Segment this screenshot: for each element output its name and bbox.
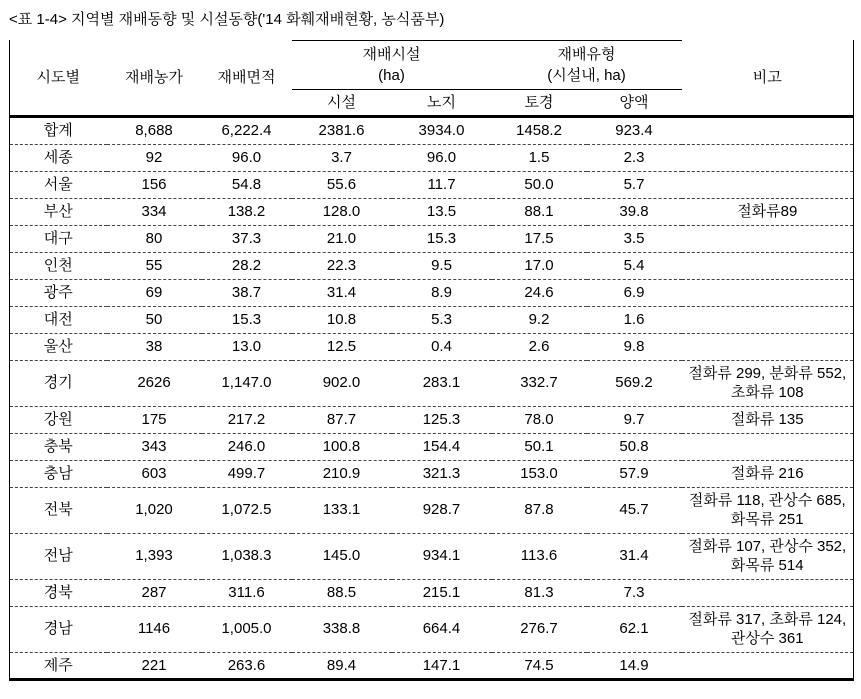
cell-farms: 1,393 bbox=[107, 533, 202, 579]
cell-open: 11.7 bbox=[392, 171, 492, 198]
cell-facility: 128.0 bbox=[292, 198, 392, 225]
cell-area: 54.8 bbox=[202, 171, 292, 198]
cell-hydro: 569.2 bbox=[587, 360, 682, 406]
cell-sido: 전북 bbox=[10, 487, 107, 533]
cell-area: 246.0 bbox=[202, 433, 292, 460]
table-row bbox=[10, 306, 854, 333]
cell-open: 215.1 bbox=[392, 579, 492, 606]
cell-note bbox=[682, 652, 854, 680]
header-sido: 시도별 bbox=[10, 40, 107, 117]
cell-sido: 인천 bbox=[10, 252, 107, 279]
cell-area: 1,038.3 bbox=[202, 533, 292, 579]
cell-open: 0.4 bbox=[392, 333, 492, 360]
cell-soil: 17.5 bbox=[492, 225, 587, 252]
cell-area: 37.3 bbox=[202, 225, 292, 252]
cell-area: 96.0 bbox=[202, 144, 292, 171]
cell-soil: 88.1 bbox=[492, 198, 587, 225]
cell-open: 8.9 bbox=[392, 279, 492, 306]
cell-hydro: 7.3 bbox=[587, 579, 682, 606]
header-type-unit: (시설내, ha) bbox=[547, 67, 626, 85]
cell-sido: 세종 bbox=[10, 144, 107, 171]
cell-farms: 343 bbox=[107, 433, 202, 460]
table-row bbox=[10, 579, 854, 606]
cell-open: 9.5 bbox=[392, 252, 492, 279]
cell-note: 절화류 118, 관상수 685, 화목류 251 bbox=[682, 487, 854, 533]
cell-hydro: 57.9 bbox=[587, 460, 682, 487]
cell-farms: 287 bbox=[107, 579, 202, 606]
cell-soil: 276.7 bbox=[492, 606, 587, 652]
cell-open: 15.3 bbox=[392, 225, 492, 252]
cell-sido: 대구 bbox=[10, 225, 107, 252]
table-row bbox=[10, 606, 854, 652]
cell-note bbox=[682, 433, 854, 460]
cell-area: 38.7 bbox=[202, 279, 292, 306]
cell-facility: 21.0 bbox=[292, 225, 392, 252]
cell-note bbox=[682, 171, 854, 198]
cell-area: 217.2 bbox=[202, 406, 292, 433]
cell-farms: 175 bbox=[107, 406, 202, 433]
cell-area: 28.2 bbox=[202, 252, 292, 279]
cell-note bbox=[682, 306, 854, 333]
cell-sido: 부산 bbox=[10, 198, 107, 225]
table-row bbox=[10, 460, 854, 487]
cell-hydro: 5.4 bbox=[587, 252, 682, 279]
cell-hydro: 3.5 bbox=[587, 225, 682, 252]
cell-note: 절화류89 bbox=[682, 198, 854, 225]
cell-area: 263.6 bbox=[202, 652, 292, 680]
cell-farms: 1,020 bbox=[107, 487, 202, 533]
cell-open: 928.7 bbox=[392, 487, 492, 533]
header-facility-group bbox=[292, 40, 492, 90]
cell-note bbox=[682, 279, 854, 306]
cell-soil: 113.6 bbox=[492, 533, 587, 579]
table-row bbox=[10, 198, 854, 225]
header-sub-hydro: 양액 bbox=[587, 90, 682, 117]
table-row bbox=[10, 652, 854, 680]
header-sub-facility: 시설 bbox=[292, 90, 392, 117]
cell-farms: 69 bbox=[107, 279, 202, 306]
cell-farms: 8,688 bbox=[135, 122, 173, 139]
header-type-group-label: 재배유형 bbox=[557, 45, 616, 63]
cell-sido: 경북 bbox=[10, 579, 107, 606]
header-facility-group-label: 재배시설 bbox=[362, 45, 421, 63]
cell-note: 절화류 299, 분화류 552, 초화류 108 bbox=[682, 360, 854, 406]
cell-sido: 서울 bbox=[10, 171, 107, 198]
header-farms: 재배농가 bbox=[107, 40, 202, 117]
table-row bbox=[10, 433, 854, 460]
cell-note bbox=[682, 117, 854, 145]
cell-note bbox=[682, 225, 854, 252]
cell-area: 138.2 bbox=[202, 198, 292, 225]
cell-area: 1,072.5 bbox=[202, 487, 292, 533]
cell-facility: 22.3 bbox=[292, 252, 392, 279]
cell-open: 125.3 bbox=[392, 406, 492, 433]
cell-hydro: 45.7 bbox=[587, 487, 682, 533]
cell-hydro: 2.3 bbox=[587, 144, 682, 171]
cell-area: 13.0 bbox=[202, 333, 292, 360]
cell-soil: 9.2 bbox=[492, 306, 587, 333]
cell-open: 96.0 bbox=[392, 144, 492, 171]
header-sub-soil: 토경 bbox=[492, 90, 587, 117]
cell-sido: 광주 bbox=[10, 279, 107, 306]
cell-area: 1,005.0 bbox=[202, 606, 292, 652]
cell-soil: 1.5 bbox=[492, 144, 587, 171]
cell-hydro: 9.8 bbox=[587, 333, 682, 360]
cell-note bbox=[682, 252, 854, 279]
cell-sido: 대전 bbox=[10, 306, 107, 333]
cell-facility: 100.8 bbox=[292, 433, 392, 460]
cell-soil: 1458.2 bbox=[516, 122, 562, 139]
cell-sido: 강원 bbox=[10, 406, 107, 433]
cell-facility: 55.6 bbox=[292, 171, 392, 198]
table-row bbox=[10, 225, 854, 252]
cell-area: 6,222.4 bbox=[221, 122, 272, 139]
cell-facility: 87.7 bbox=[292, 406, 392, 433]
cell-facility: 89.4 bbox=[292, 652, 392, 680]
cell-note: 절화류 216 bbox=[682, 460, 854, 487]
cell-hydro: 5.7 bbox=[587, 171, 682, 198]
cell-sido: 충남 bbox=[10, 460, 107, 487]
table-row bbox=[10, 360, 854, 406]
cell-open: 13.5 bbox=[392, 198, 492, 225]
data-table bbox=[9, 40, 854, 682]
cell-farms: 1146 bbox=[107, 606, 202, 652]
cell-hydro: 9.7 bbox=[587, 406, 682, 433]
cell-soil: 2.6 bbox=[492, 333, 587, 360]
cell-note: 절화류 135 bbox=[682, 406, 854, 433]
cell-open: 147.1 bbox=[392, 652, 492, 680]
cell-facility: 10.8 bbox=[292, 306, 392, 333]
cell-sido: 제주 bbox=[10, 652, 107, 680]
cell-hydro: 62.1 bbox=[587, 606, 682, 652]
cell-farms: 156 bbox=[107, 171, 202, 198]
header-area: 재배면적 bbox=[202, 40, 292, 117]
cell-facility: 210.9 bbox=[292, 460, 392, 487]
cell-note bbox=[682, 333, 854, 360]
cell-soil: 153.0 bbox=[492, 460, 587, 487]
cell-open: 283.1 bbox=[392, 360, 492, 406]
cell-open: 321.3 bbox=[392, 460, 492, 487]
table-row bbox=[10, 487, 854, 533]
table-row bbox=[10, 252, 854, 279]
cell-facility: 12.5 bbox=[292, 333, 392, 360]
cell-note: 절화류 317, 초화류 124, 관상수 361 bbox=[682, 606, 854, 652]
table-row bbox=[10, 333, 854, 360]
cell-area: 499.7 bbox=[202, 460, 292, 487]
cell-area: 15.3 bbox=[202, 306, 292, 333]
cell-facility: 338.8 bbox=[292, 606, 392, 652]
cell-farms: 334 bbox=[107, 198, 202, 225]
cell-hydro: 6.9 bbox=[587, 279, 682, 306]
cell-sido: 합계 bbox=[43, 122, 73, 139]
table-row bbox=[10, 406, 854, 433]
header-row-groups bbox=[10, 40, 854, 90]
cell-sido: 경남 bbox=[10, 606, 107, 652]
cell-farms: 50 bbox=[107, 306, 202, 333]
table-caption: <표 1-4> 지역별 재배동향 및 시설동향('14 화훼재배현황, 농식품부) bbox=[9, 11, 445, 28]
cell-note bbox=[682, 579, 854, 606]
cell-sido: 전남 bbox=[10, 533, 107, 579]
table-row bbox=[10, 279, 854, 306]
cell-facility: 3.7 bbox=[292, 144, 392, 171]
cell-open: 664.4 bbox=[392, 606, 492, 652]
cell-hydro: 39.8 bbox=[587, 198, 682, 225]
cell-sido: 충북 bbox=[10, 433, 107, 460]
table-row bbox=[10, 144, 854, 171]
cell-soil: 24.6 bbox=[492, 279, 587, 306]
header-sub-open: 노지 bbox=[392, 90, 492, 117]
cell-area: 311.6 bbox=[202, 579, 292, 606]
cell-farms: 92 bbox=[107, 144, 202, 171]
table-header bbox=[10, 40, 854, 117]
cell-note bbox=[682, 144, 854, 171]
table-row bbox=[10, 171, 854, 198]
cell-soil: 50.0 bbox=[492, 171, 587, 198]
cell-open: 154.4 bbox=[392, 433, 492, 460]
cell-hydro: 50.8 bbox=[587, 433, 682, 460]
cell-open: 934.1 bbox=[392, 533, 492, 579]
cell-farms: 38 bbox=[107, 333, 202, 360]
cell-hydro: 14.9 bbox=[587, 652, 682, 680]
cell-soil: 81.3 bbox=[492, 579, 587, 606]
cell-farms: 603 bbox=[107, 460, 202, 487]
cell-hydro: 1.6 bbox=[587, 306, 682, 333]
cell-facility: 31.4 bbox=[292, 279, 392, 306]
cell-note: 절화류 107, 관상수 352, 화목류 514 bbox=[682, 533, 854, 579]
cell-soil: 87.8 bbox=[492, 487, 587, 533]
cell-soil: 78.0 bbox=[492, 406, 587, 433]
cell-open: 3934.0 bbox=[418, 122, 465, 139]
cell-soil: 50.1 bbox=[492, 433, 587, 460]
cell-hydro: 923.4 bbox=[615, 122, 653, 139]
cell-facility: 902.0 bbox=[292, 360, 392, 406]
cell-facility: 88.5 bbox=[292, 579, 392, 606]
cell-farms: 2626 bbox=[107, 360, 202, 406]
table-body bbox=[10, 117, 854, 680]
cell-farms: 221 bbox=[107, 652, 202, 680]
table-row bbox=[10, 117, 854, 145]
cell-sido: 경기 bbox=[10, 360, 107, 406]
cell-area: 1,147.0 bbox=[202, 360, 292, 406]
table-row bbox=[10, 533, 854, 579]
cell-facility: 145.0 bbox=[292, 533, 392, 579]
cell-soil: 17.0 bbox=[492, 252, 587, 279]
cell-soil: 332.7 bbox=[492, 360, 587, 406]
cell-farms: 55 bbox=[107, 252, 202, 279]
cell-facility: 2381.6 bbox=[318, 122, 365, 139]
cell-hydro: 31.4 bbox=[587, 533, 682, 579]
header-facility-unit: (ha) bbox=[378, 67, 405, 85]
header-type-group bbox=[492, 40, 682, 90]
cell-farms: 80 bbox=[107, 225, 202, 252]
cell-facility: 133.1 bbox=[292, 487, 392, 533]
header-note: 비고 bbox=[682, 40, 854, 117]
cell-sido: 울산 bbox=[10, 333, 107, 360]
cell-soil: 74.5 bbox=[492, 652, 587, 680]
cell-open: 5.3 bbox=[392, 306, 492, 333]
